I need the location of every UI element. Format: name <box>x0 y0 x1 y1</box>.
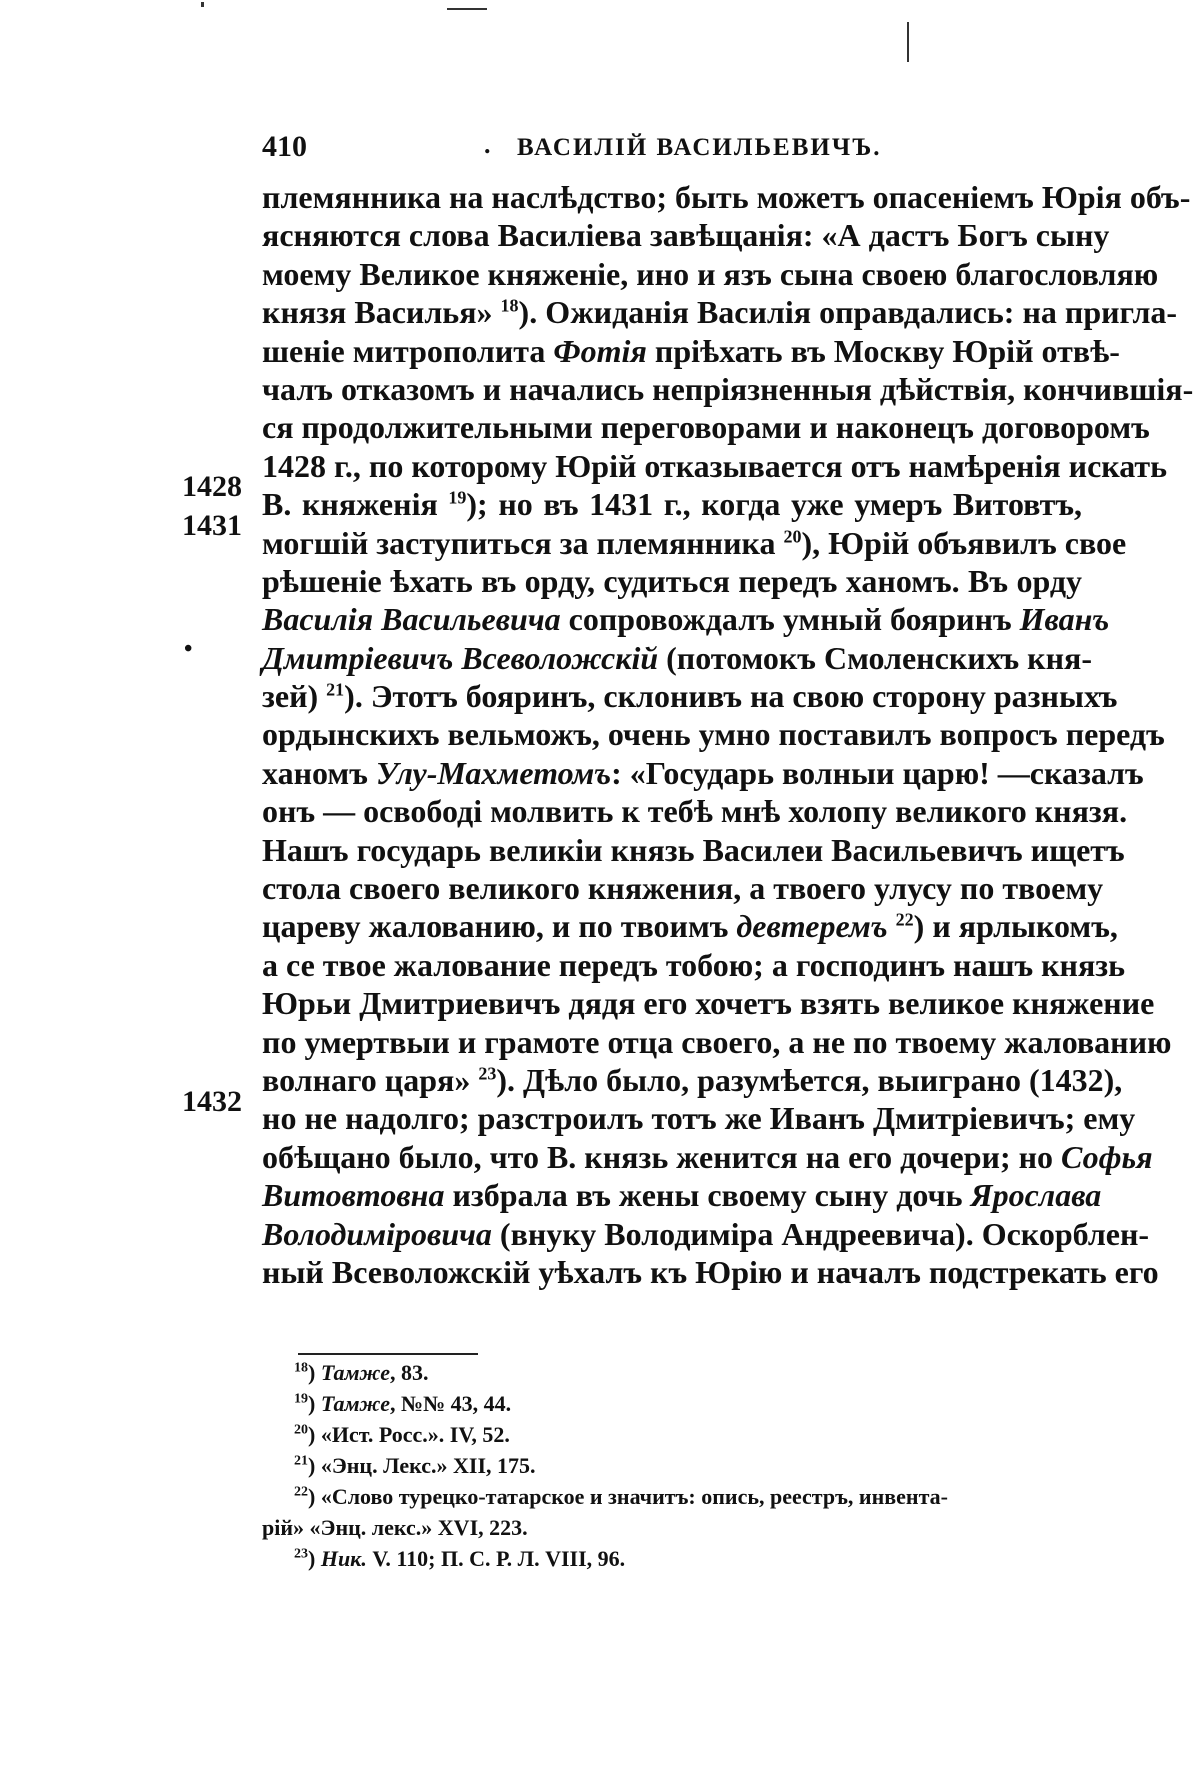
page-header <box>262 130 1082 170</box>
text-line: Дмитріевичъ Всеволожскій (потомокъ Смоленскихъ кня- <box>262 639 1092 676</box>
text-line: по умертвыи и грамоте отца своего, а не по твоему жалованию <box>262 1023 1172 1060</box>
margin-dot: • <box>184 636 193 662</box>
margin-year-1431: 1431 <box>182 509 242 542</box>
text-line: Витовтовна избрала въ жены своему сыну дочь Ярослава <box>262 1177 1102 1214</box>
text-line: шеніе митрополита Фотія пріѣхать въ Москву Юрій отвѣ- <box>262 332 1120 369</box>
text-line: рѣшеніе ѣхать въ орду, судиться передъ ханомъ. Въ орду <box>262 562 1082 599</box>
text-line: цареву жалованию, и по твоимъ девтеремъ $^{22}$) и ярлыкомъ, <box>262 908 1118 945</box>
text-line: Юрьи Дмитриевичъ дядя его хочетъ взять великое княжение <box>262 985 1155 1022</box>
text-line: зей) $^{21}$). Этотъ бояринъ, склонивъ на свою сторону разныхъ <box>262 678 1118 715</box>
page-number: 410 <box>262 130 307 163</box>
footnote-rule <box>298 1353 478 1355</box>
text-line: ся продолжительными переговорами и наконецъ договоромъ <box>262 409 1150 446</box>
footnote: $^{21}$) «Энц. Лекс.» XII, 175. <box>294 1453 536 1478</box>
text-line: 1428 г., по которому Юрій отказывается отъ намѣренія искать <box>262 447 1168 484</box>
text-line: стола своего великого княжения, а твоего улусу по твоему <box>262 870 1104 907</box>
margin-year-1428: 1428 <box>182 470 242 503</box>
text-line: Володиміровича (внуку Володиміра Андреевича). Оскорблен- <box>262 1215 1150 1252</box>
text-line: князя Василья» $^{18}$). Ожиданія Василія оправдались: на пригла- <box>262 294 1178 331</box>
scan-speck <box>907 22 909 62</box>
text-line: ордынскихъ вельможъ, очень умно поставилъ вопросъ передъ <box>262 716 1165 753</box>
scan-speck <box>447 8 487 10</box>
footnote: рій» «Энц. лекс.» XVI, 223. <box>262 1515 528 1540</box>
text-line: В. княженія $^{19}$); но въ 1431 г., когда уже умеръ Витовтъ, <box>262 486 1083 523</box>
footnote: $^{22}$) «Слово турецко-татарское и значитъ: опись, реестръ, инвента- <box>294 1484 948 1509</box>
text-line: Василія Васильевича сопровождалъ умный бояринъ Иванъ <box>262 601 1110 638</box>
footnote: $^{18}$) Тамже, 83. <box>294 1360 429 1385</box>
scan-speck <box>201 2 204 7</box>
text-line: могшій заступиться за племянника $^{20}$), Юрій объявилъ свое <box>262 524 1127 561</box>
header-separator: . <box>484 130 491 159</box>
text-line: племянника на наслѣдство; быть можетъ опасеніемъ Юрія объ- <box>262 179 1191 215</box>
text-line: моему Великое княженіе, ино и язъ сына своею благословляю <box>262 255 1159 292</box>
margin-year-1432: 1432 <box>182 1085 242 1118</box>
text-line: онъ — освободі молвить к тебѣ мнѣ холопу великого князя. <box>262 793 1128 830</box>
body-text <box>262 178 1193 1291</box>
text-line: волнаго царя» $^{23}$). Дѣло было, разумѣется, выиграно (1432), <box>262 1061 1123 1098</box>
text-line: ханомъ Улу-Махметомъ: «Государь волныи царю! —сказалъ <box>262 754 1144 791</box>
footnote: $^{19}$) Тамже, №№ 43, 44. <box>294 1391 512 1416</box>
text-line: ясняются слова Василіева завѣщанія: «А дастъ Богъ сыну <box>262 217 1110 254</box>
text-line: обѣщано было, что В. князь женится на его дочери; но Софья <box>262 1138 1153 1175</box>
running-title: ВАСИЛІЙ ВАСИЛЬЕВИЧЪ. <box>517 134 882 161</box>
footnote: $^{23}$) Ник. V. 110; П. С. Р. Л. VIII, 96. <box>294 1546 626 1571</box>
text-line: Нашъ государь великіи князь Василеи Васильевичъ ищетъ <box>262 831 1125 868</box>
footnote: $^{20}$) «Ист. Росс.». IV, 52. <box>294 1422 510 1447</box>
text-line: ный Всеволожскій уѣхалъ къ Юрію и началъ подстрекать его <box>262 1253 1159 1290</box>
footnotes <box>262 1357 1082 1574</box>
text-line: чалъ отказомъ и начались непріязненныя дѣйствія, кончившія- <box>262 370 1193 407</box>
text-line: а се твое жалование передъ тобою; а господинъ нашъ князь <box>262 946 1126 983</box>
text-line: но не надолго; разстроилъ тотъ же Иванъ Дмитріевичъ; ему <box>262 1100 1136 1137</box>
